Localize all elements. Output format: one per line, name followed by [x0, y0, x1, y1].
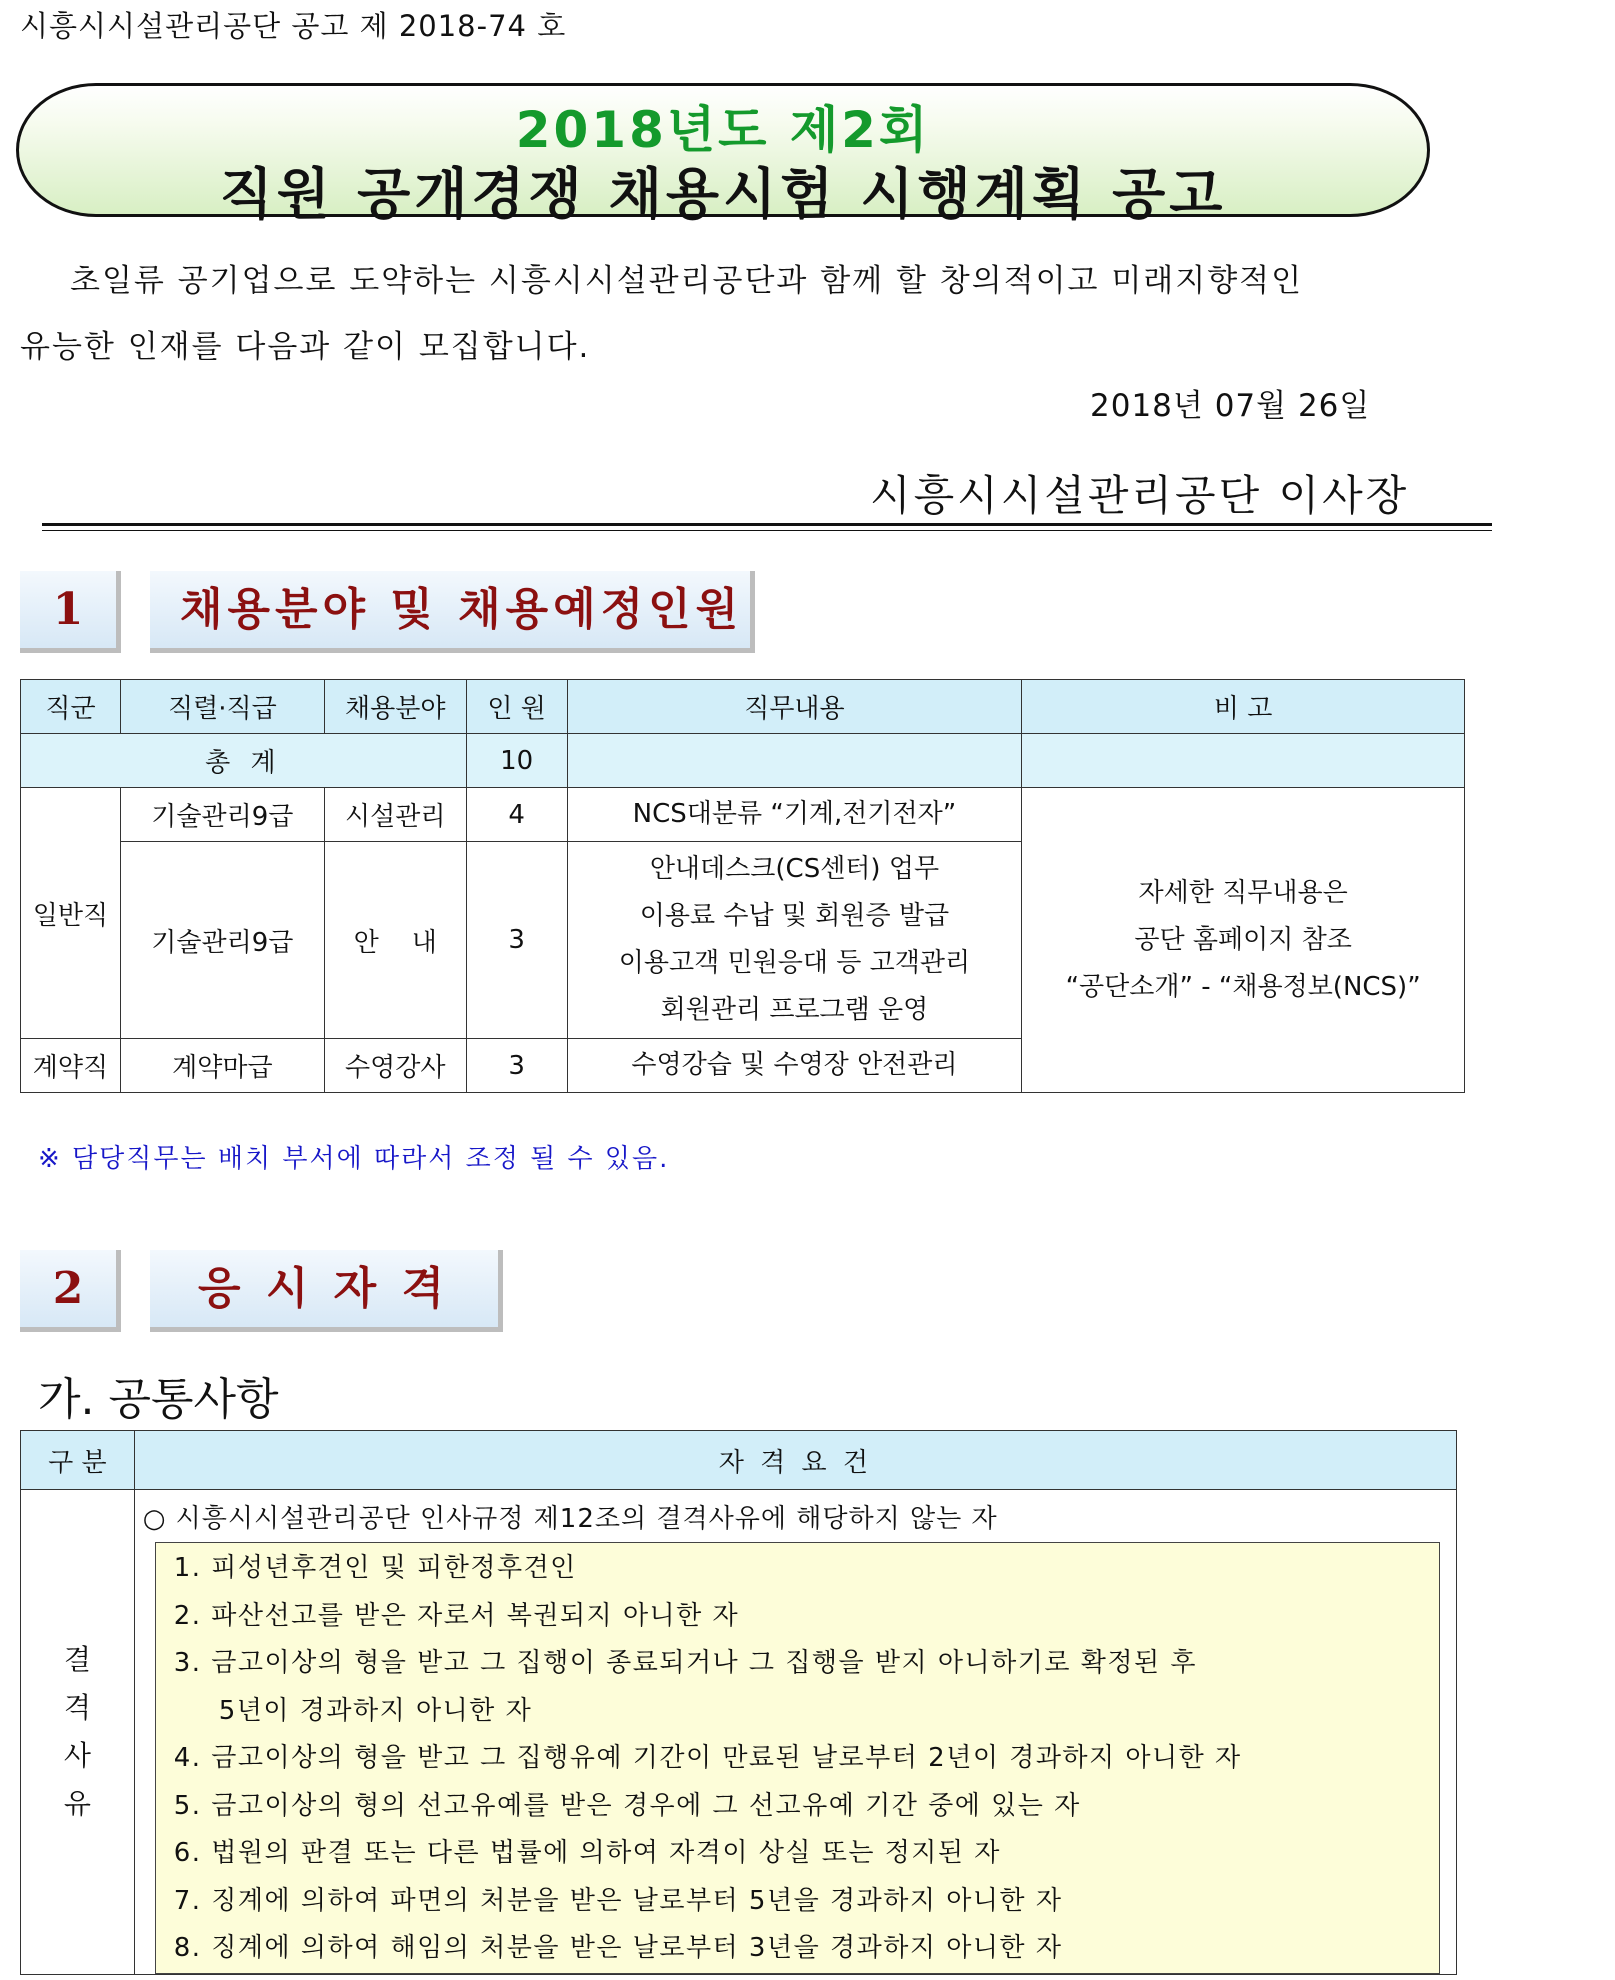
- intro-line: 유능한 인재를 다음과 같이 모집합니다.: [20, 329, 591, 365]
- title-year-round: 2018년도 제2회: [515, 101, 931, 159]
- remark-line: 자세한 직무내용은: [1138, 877, 1348, 908]
- duty-line: 이용료 수납 및 회원증 발급: [639, 901, 950, 931]
- field-cell: 안 내: [324, 842, 466, 1039]
- grade-cell: 계약마급: [120, 1039, 324, 1093]
- count-cell: 3: [466, 842, 567, 1039]
- column-header: 직렬·직급: [120, 680, 324, 734]
- page-title: 직원 공개경쟁 채용시험 시행계획 공고: [219, 162, 1227, 226]
- remark-cell: [1022, 788, 1465, 1093]
- total-row: [21, 734, 1465, 788]
- list-item: 7. 징계에 의하여 파면의 처분을 받은 날로부터 5년을 경과하지 아니한 자: [173, 1885, 1063, 1916]
- issuer-name: 시흥시시설관리공단 이사장: [870, 471, 1410, 520]
- column-header: 구 분: [21, 1431, 135, 1490]
- category-char: 사: [63, 1738, 91, 1772]
- column-header: 채용분야: [324, 680, 466, 734]
- intro-paragraph: [20, 248, 1460, 380]
- job-group-cell: 계약직: [21, 1039, 121, 1093]
- column-header: 직군: [21, 680, 121, 734]
- duty-cell: [567, 842, 1022, 1039]
- section-title: 채용분야 및 채용예정인원: [150, 571, 755, 653]
- qualification-table: [20, 1430, 1457, 1975]
- job-group-cell: 일반직: [21, 788, 121, 1039]
- grade-cell: 기술관리9급: [120, 842, 324, 1039]
- remark-line: 공단 홈페이지 참조: [1134, 924, 1352, 955]
- category-char: 유: [63, 1786, 91, 1820]
- requirement-intro: ○ 시흥시시설관리공단 인사규정 제12조의 결격사유에 해당하지 않는 자: [142, 1504, 998, 1534]
- list-item: 8. 징계에 의하여 해임의 처분을 받은 날로부터 3년을 경과하지 아니한 자: [173, 1933, 1063, 1963]
- category-char: 격: [63, 1690, 91, 1724]
- column-header: 인 원: [466, 680, 567, 734]
- duty-line: 이용고객 민원응대 등 고객관리: [618, 948, 971, 978]
- duty-cell: [567, 1039, 1022, 1093]
- section-title: 응 시 자 격: [150, 1250, 503, 1332]
- category-char: 결: [63, 1642, 91, 1676]
- total-label: 총 계: [21, 734, 467, 788]
- title-banner: [16, 83, 1430, 226]
- subsection-heading: 가. 공통사항: [38, 1374, 279, 1425]
- list-item: 2. 파산선고를 받은 자로서 복권되지 아니한 자: [173, 1600, 740, 1631]
- table-header-row: [21, 680, 1465, 734]
- list-item-continuation: 5년이 경과하지 아니한 자: [218, 1695, 533, 1726]
- notice-date: 2018년 07월 26일: [1090, 388, 1371, 424]
- duty-line: 안내데스크(CS센터) 업무: [649, 854, 940, 884]
- count-cell: 3: [466, 1039, 567, 1093]
- table-row: [21, 1490, 1457, 1975]
- total-count: 10: [466, 734, 567, 788]
- remark-line: “공단소개” - “채용정보(NCS)”: [1065, 971, 1421, 1002]
- list-item: 3. 금고이상의 형을 받고 그 집행이 종료되거나 그 집행을 받지 아니하기로 확정된 후: [173, 1648, 1197, 1678]
- disqualification-list: [155, 1542, 1440, 1974]
- duty-line: 회원관리 프로그램 운영: [660, 995, 929, 1025]
- table-row: [21, 788, 1465, 842]
- list-item: 4. 금고이상의 형을 받고 그 집행유예 기간이 만료된 날로부터 2년이 경과하지 아니한 자: [173, 1743, 1242, 1773]
- list-item: 5. 금고이상의 형의 선고유예를 받은 경우에 그 선고유예 기간 중에 있는 자: [173, 1790, 1081, 1821]
- duty-cell: [567, 788, 1022, 842]
- footnote: ※ 담당직무는 배치 부서에 따라서 조정 될 수 있음.: [38, 1144, 670, 1174]
- divider-line: [42, 530, 1492, 531]
- notice-number: 시흥시시설관리공단 공고 제 2018-74 호: [20, 9, 567, 43]
- list-item: 1. 피성년후견인 및 피한정후견인: [173, 1553, 577, 1583]
- table-header-row: [21, 1431, 1457, 1490]
- count-cell: 4: [466, 788, 567, 842]
- column-header: 직무내용: [567, 680, 1022, 734]
- intro-line: 초일류 공기업으로 도약하는 시흥시시설관리공단과 함께 할 창의적이고 미래지향적인: [70, 263, 1304, 299]
- column-header: 비 고: [1022, 680, 1465, 734]
- duty-line: 수영강습 및 수영장 안전관리: [631, 1050, 958, 1080]
- field-cell: 수영강사: [324, 1039, 466, 1093]
- empty-cell: [1022, 734, 1465, 788]
- recruitment-table: [20, 679, 1465, 1093]
- column-header: 자 격 요 건: [134, 1431, 1456, 1490]
- requirements-cell: [134, 1490, 1456, 1975]
- category-cell: [21, 1490, 135, 1975]
- empty-cell: [567, 734, 1022, 788]
- grade-cell: 기술관리9급: [120, 788, 324, 842]
- divider-line: [42, 523, 1492, 526]
- field-cell: 시설관리: [324, 788, 466, 842]
- section-number-badge: 2: [20, 1250, 121, 1332]
- duty-line: NCS대분류 “기계,전기전자”: [632, 799, 957, 829]
- section-number-badge: 1: [20, 571, 121, 653]
- list-item: 6. 법원의 판결 또는 다른 법률에 의하여 자격이 상실 또는 정지된 자: [173, 1838, 1001, 1868]
